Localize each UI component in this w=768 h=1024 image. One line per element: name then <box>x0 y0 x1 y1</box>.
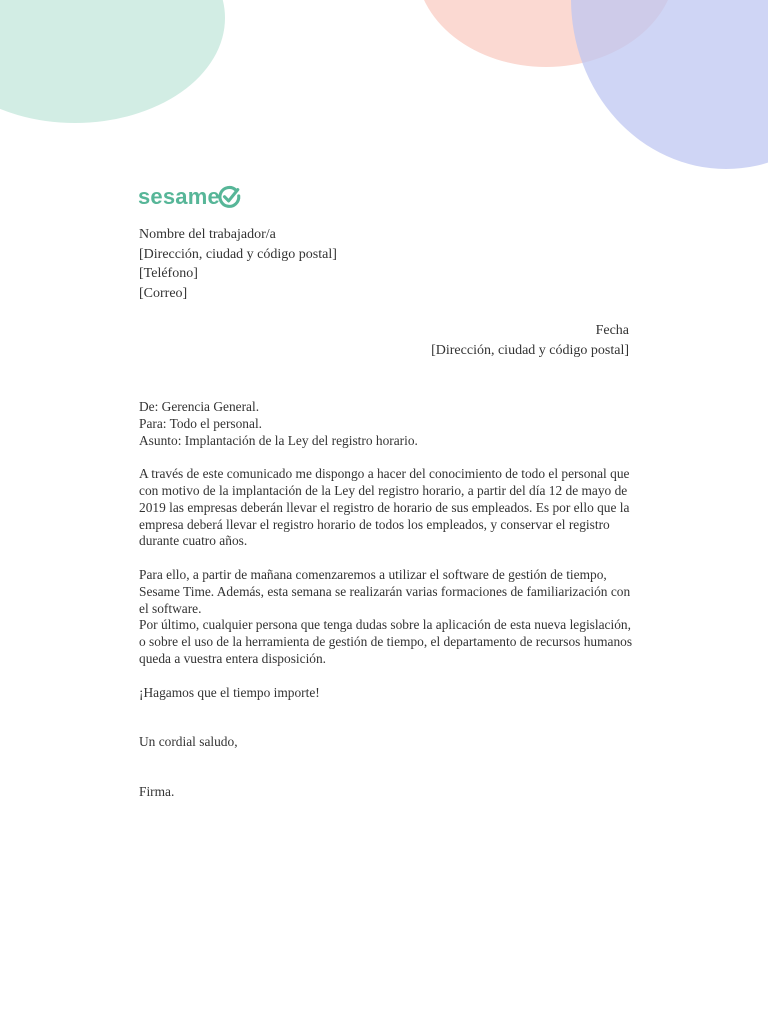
check-circle-icon <box>217 185 242 210</box>
sesame-logo <box>138 182 242 212</box>
date-label: Fecha <box>595 323 629 338</box>
memo-from: De: Gerencia General. <box>139 399 260 414</box>
sender-name: Nombre del trabajador/a <box>139 227 276 242</box>
sender-block <box>139 225 337 303</box>
signature: Firma. <box>139 784 175 800</box>
body-paragraph-1: A través de este comunicado me dispongo a hacer del conocimiento de todo el personal que con motivo de la implantación de la Ley del registro horario, a partir del día 12 de mayo de 2019 las empresas deberán llevar el registro de horario de sus empleados. Es por ello que la empresa deberá llevar el registro horario de todos los empleados, y conservar el registro durante cuatro años. <box>139 466 630 549</box>
recipient-block <box>431 321 629 361</box>
logo-text: sesame <box>138 184 220 209</box>
sender-phone: [Teléfono] <box>139 266 198 281</box>
letter-body <box>139 399 634 801</box>
closing: Un cordial saludo, <box>139 734 238 750</box>
memo-to: Para: Todo el personal. <box>139 415 263 431</box>
body-paragraph-3: Por último, cualquier persona que tenga dudas sobre la aplicación de esta nueva legislación, o sobre el uso de la herramienta de gestión de tiempo, el departamento de recursos humanos queda a vuestra entera disposición. <box>139 617 633 666</box>
decorative-green-circle <box>0 0 225 123</box>
body-paragraph-2: Para ello, a partir de mañana comenzaremos a utilizar el software de gestión de tiempo, Sesame Time. Además, esta semana se realizarán varias formaciones de familiarización con el software. <box>139 566 631 616</box>
memo-subject: Asunto: Implantación de la Ley del registro horario. <box>139 432 418 448</box>
decorative-blue-circle <box>571 0 768 169</box>
sender-address: [Dirección, ciudad y código postal] <box>139 246 337 262</box>
slogan: ¡Hagamos que el tiempo importe! <box>139 684 320 700</box>
sender-email: [Correo] <box>139 285 188 301</box>
recipient-address: [Dirección, ciudad y código postal] <box>431 343 629 358</box>
